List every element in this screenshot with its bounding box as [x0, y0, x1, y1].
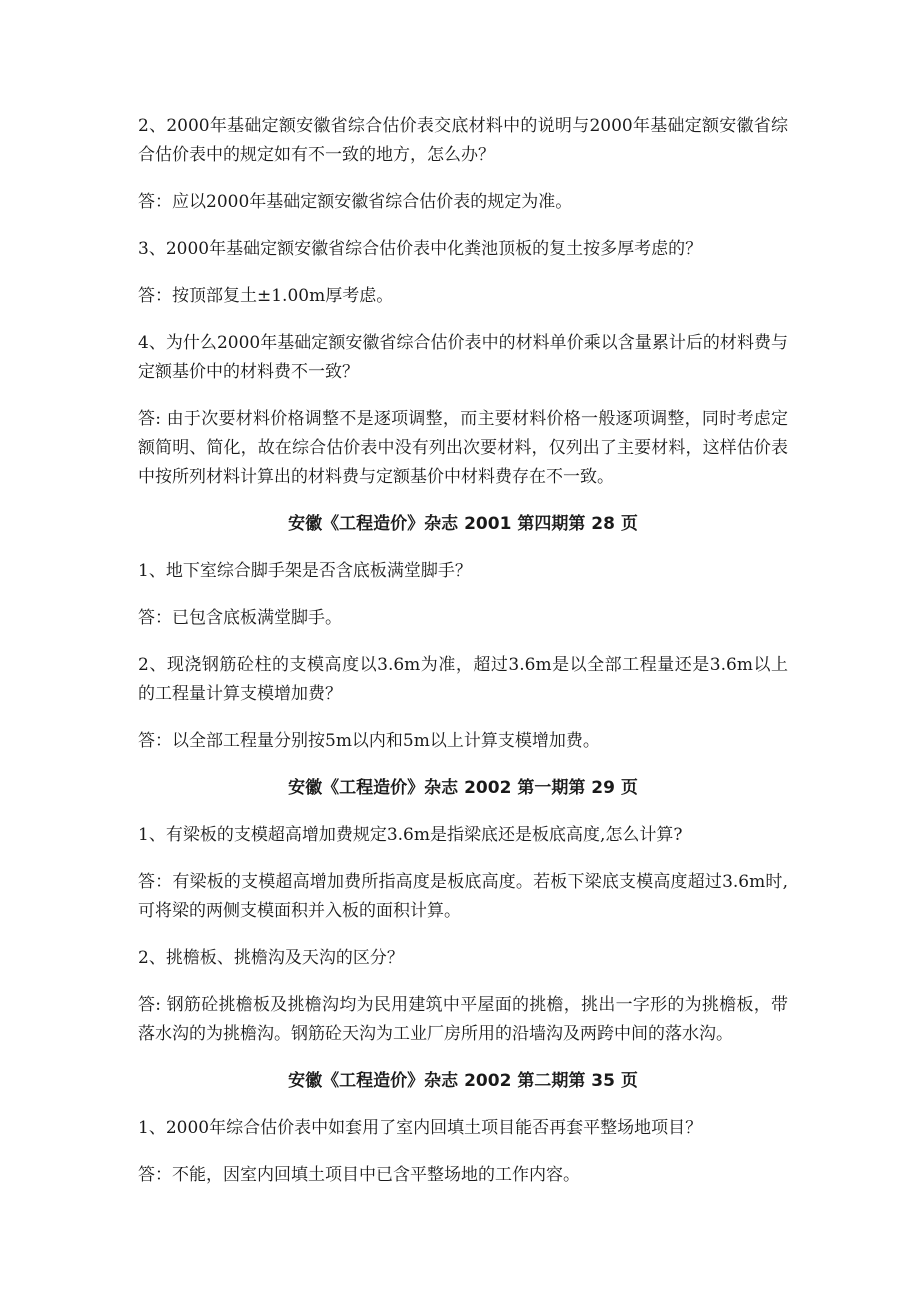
section-heading: 安徽《工程造价》杂志 2002 第二期第 35 页 [288, 1071, 638, 1091]
answer-paragraph: 答：不能，因室内回填土项目中已含平整场地的工作内容。 [138, 1165, 580, 1185]
section-heading: 安徽《工程造价》杂志 2001 第四期第 28 页 [288, 514, 638, 534]
section-heading: 安徽《工程造价》杂志 2002 第一期第 29 页 [288, 778, 638, 798]
question-paragraph: 1、2000年综合估价表中如套用了室内回填土项目能否再套平整场地项目？ [138, 1118, 703, 1138]
answer-paragraph: 答：以全部工程量分别按5m以内和5m以上计算支模增加费。 [138, 731, 600, 751]
question-paragraph: 3、2000年基础定额安徽省综合估价表中化粪池顶板的复土按多厚考虑的？ [138, 239, 703, 259]
question-paragraph: 4、为什么2000年基础定额安徽省综合估价表中的材料单价乘以含量累计后的材料费与定额基价中的材料费不一致？ [138, 333, 788, 382]
question-paragraph: 2、现浇钢筋砼柱的支模高度以3.6m为准，超过3.6m是以全部工程量还是3.6m以上的工程量计算支模增加费？ [138, 655, 788, 704]
question-paragraph: 1、有梁板的支模超高增加费规定3.6m是指梁底还是板底高度,怎么计算? [138, 825, 683, 845]
question-paragraph: 2、2000年基础定额安徽省综合估价表交底材料中的说明与2000年基础定额安徽省综合估价表中的规定如有不一致的地方，怎么办？ [138, 116, 788, 165]
answer-paragraph: 答: 由于次要材料价格调整不是逐项调整，而主要材料价格一般逐项调整，同时考虑定额简明、简化，故在综合估价表中没有列出次要材料，仅列出了主要材料，这样估价表中按所列材料计算出的材料费与定额基价中材料费存在不一致。 [138, 409, 788, 487]
document-page [138, 112, 788, 1208]
answer-paragraph: 答：按顶部复土±1.00m厚考虑。 [138, 286, 394, 306]
answer-paragraph: 答: 钢筋砼挑檐板及挑檐沟均为民用建筑中平屋面的挑檐，挑出一字形的为挑檐板，带落水沟的为挑檐沟。钢筋砼天沟为工业厂房所用的沿墙沟及两跨中间的落水沟。 [138, 995, 788, 1044]
question-paragraph: 2、挑檐板、挑檐沟及天沟的区分？ [138, 948, 404, 968]
question-paragraph: 1、地下室综合脚手架是否含底板满堂脚手？ [138, 561, 472, 581]
answer-paragraph: 答：有梁板的支模超高增加费所指高度是板底高度。若板下梁底支模高度超过3.6m时,可将梁的两侧支模面积并入板的面积计算。 [138, 872, 788, 921]
answer-paragraph: 答：已包含底板满堂脚手。 [138, 608, 342, 628]
answer-paragraph: 答：应以2000年基础定额安徽省综合估价表的规定为准。 [138, 192, 573, 212]
